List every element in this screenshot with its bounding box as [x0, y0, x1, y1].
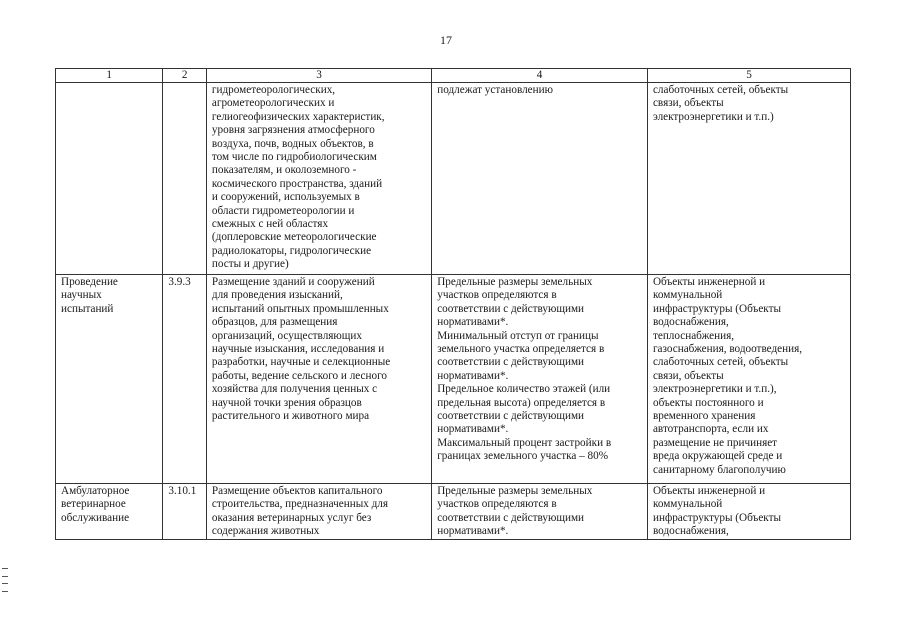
description-cell: Размещение зданий и сооружений для проведения изысканий, испытаний опытных промышленных образцов, для размещения организаций, осуществляющих научные изыскания, исследования и разработки, научные и селекционные работы, ведение сельского и лесного хозяйства для получения ценных с научной точки зрения образцов растительного и животного мира	[206, 275, 431, 484]
parameters-cell: подлежат установлению	[432, 83, 648, 275]
column-header: 3	[206, 69, 431, 83]
use-code-cell: 3.9.3	[163, 275, 207, 484]
land-use-table	[55, 68, 851, 540]
parameters-cell: Предельные размеры земельных участков определяются в соответствии с действующими нормативами*.	[432, 484, 648, 540]
column-header: 1	[56, 69, 163, 83]
use-code-cell: 3.10.1	[163, 484, 207, 540]
page-number: 17	[440, 33, 452, 47]
table-row	[56, 275, 851, 484]
table-row	[56, 83, 851, 275]
use-code-cell	[163, 83, 207, 275]
use-name-cell: Проведение научных испытаний	[56, 275, 163, 484]
auxiliary-uses-cell: слаботочных сетей, объекты связи, объекты электроэнергетики и т.п.)	[647, 83, 850, 275]
column-header: 2	[163, 69, 207, 83]
auxiliary-uses-cell: Объекты инженерной и коммунальной инфраструктуры (Объекты водоснабжения, теплоснабжения, газоснабжения, водоотведения, слаботочных сетей, объекты связи, объекты электроэнергетики и т.п.), объекты постоянного и временного хранения автотранспорта, если их размещение не причиняет вреда окружающей среде и санитарному благополучию	[647, 275, 850, 484]
auxiliary-uses-cell: Объекты инженерной и коммунальной инфраструктуры (Объекты водоснабжения,	[647, 484, 850, 540]
table-row	[56, 484, 851, 540]
use-name-cell	[56, 83, 163, 275]
table-header-row	[56, 69, 851, 83]
column-header: 4	[432, 69, 648, 83]
description-cell: гидрометеорологических, агрометеорологических и гелиогеофизических характеристик, уровня загрязнения атмосферного воздуха, почв, водных объектов, в том числе по гидробиологическим показателям, и околоземного - космического пространства, зданий и сооружений, используемых в области гидрометеорологии и смежных с ней областях (доплеровские метеорологические радиолокаторы, гидрологические посты и другие)	[206, 83, 431, 275]
parameters-cell: Предельные размеры земельных участков определяются в соответствии с действующими нормативами*. Минимальный отступ от границы земельного участка определяется в соответствии с действующими нормативами*. Предельное количество этажей (или предельная высота) определяется в соответствии с действующими нормативами*. Максимальный процент застройки в границах земельного участка – 80%	[432, 275, 648, 484]
use-name-cell: Амбулаторное ветеринарное обслуживание	[56, 484, 163, 540]
description-cell: Размещение объектов капитального строительства, предназначенных для оказания ветеринарных услуг без содержания животных	[206, 484, 431, 540]
scan-edge-mark	[2, 568, 8, 592]
column-header: 5	[647, 69, 850, 83]
